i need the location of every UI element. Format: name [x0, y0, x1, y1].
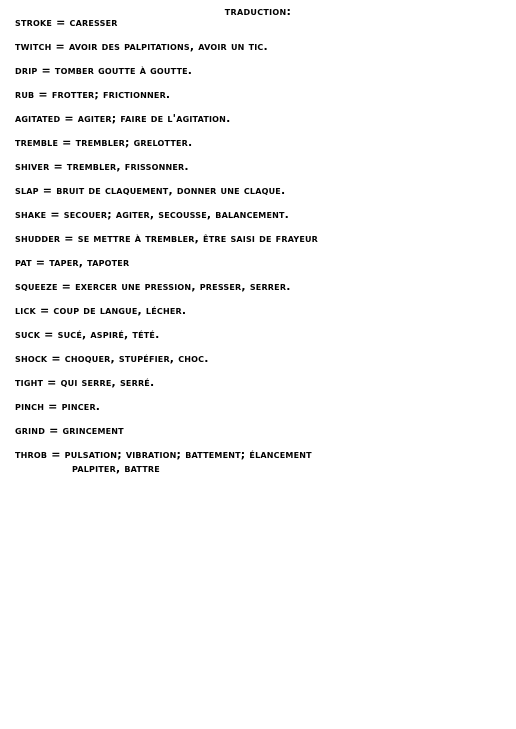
glossary-entry: [15, 255, 510, 279]
glossary-entry: [15, 303, 510, 327]
glossary-list: [15, 15, 510, 479]
entry-text: tight = qui serre, serré.: [15, 376, 155, 389]
entry-text: shiver = trembler, frissonner.: [15, 160, 189, 173]
page-title: traduction:: [224, 5, 292, 18]
glossary-entry: [15, 423, 510, 447]
glossary-entry: [15, 39, 510, 63]
entry-text: lick = coup de langue, lécher.: [15, 304, 187, 317]
glossary-entry: [15, 159, 510, 183]
glossary-entry: [15, 447, 510, 479]
glossary-entry: [15, 135, 510, 159]
entry-text: rub = frotter; frictionner.: [15, 88, 171, 101]
entry-text: slap = bruit de claquement, donner une claque.: [15, 184, 286, 197]
entry-continuation-text: palpiter, battre: [72, 462, 160, 475]
entry-text: shake = secouer; agiter, secousse, balancement.: [15, 208, 290, 221]
entry-text: throb = pulsation; vibration; battement; élancement: [15, 448, 312, 461]
entry-text: stroke = caresser: [15, 16, 118, 29]
glossary-entry: [15, 111, 510, 135]
entry-text: tremble = trembler; grelotter.: [15, 136, 193, 149]
entry-text: agitated = agiter; faire de l'agitation.: [15, 112, 231, 125]
entry-text: shudder = se mettre à trembler, être saisi de frayeur: [15, 232, 319, 245]
glossary-entry: [15, 351, 510, 375]
glossary-entry: [15, 375, 510, 399]
entry-text: grind = grincement: [15, 424, 124, 437]
entry-text: shock = choquer, stupéfier, choc.: [15, 352, 209, 365]
glossary-entry: [15, 87, 510, 111]
entry-text: twitch = avoir des palpitations, avoir un tic.: [15, 40, 268, 53]
entry-text: suck = sucé, aspiré, tété.: [15, 328, 160, 341]
glossary-entry: [15, 399, 510, 423]
glossary-entry: [15, 231, 510, 255]
glossary-entry: [15, 327, 510, 351]
glossary-entry: [15, 15, 510, 39]
entry-text: pinch = pincer.: [15, 400, 101, 413]
entry-text: drip = tomber goutte à goutte.: [15, 64, 193, 77]
glossary-entry: [15, 279, 510, 303]
glossary-entry: [15, 207, 510, 231]
glossary-entry: [15, 183, 510, 207]
entry-text: pat = taper, tapoter: [15, 256, 130, 269]
entry-text: squeeze = exercer une pression, presser, serrer.: [15, 280, 291, 293]
glossary-entry: [15, 63, 510, 87]
